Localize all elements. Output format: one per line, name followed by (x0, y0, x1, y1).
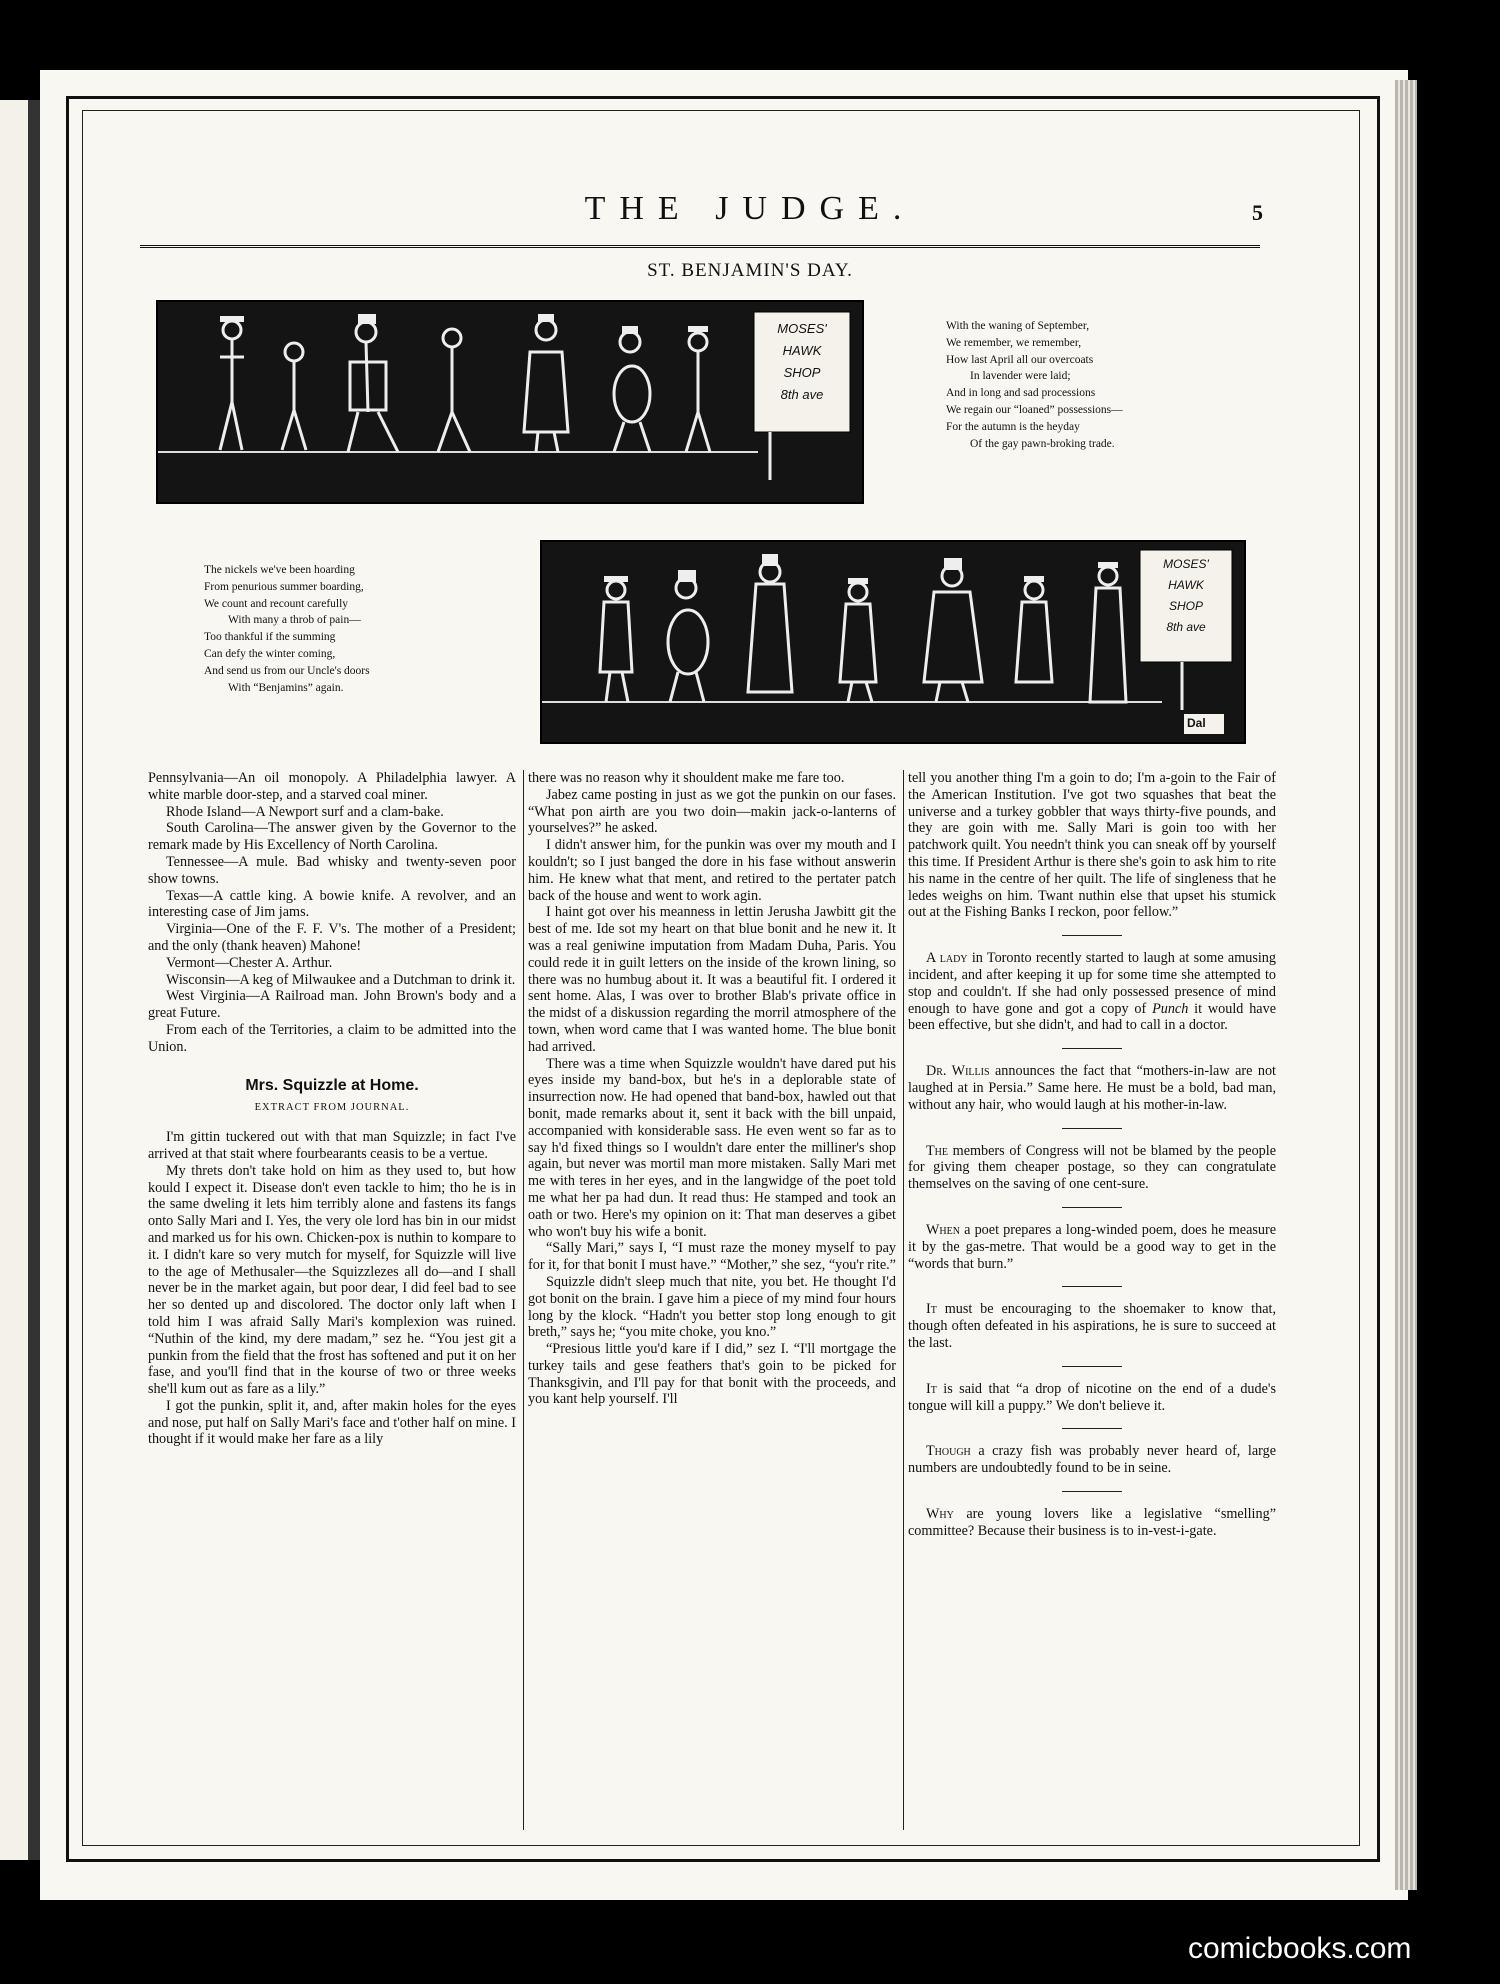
item-text: is said that “a drop of nicotine on the end of a dude's tongue will kill a puppy.” We don't believe it. (908, 1380, 1276, 1414)
item-paragraph (908, 1222, 1276, 1272)
item-text: a crazy fish was probably never heard of, large numbers are undoubtedly found to be in seine. (908, 1443, 1276, 1477)
paragraph: I haint got over his meanness in lettin Jerusha Jawbitt git the best of me. Ide sot my heart on that blue bonit and he new it. It was a real geniwine imputation from Madam Duha, Paris. You could rede it in guilt letters on the inside of the krown lining, so there was no humbug about it. It was a beautiful fit. I ordered it sent home. Alas, I was over to brother Blab's private office in the midst of a diskussion regarding the morril atmosphere of the town, when word came that I was wanted home. The blue bonit had arrived. (528, 904, 896, 1055)
item-lead: The (926, 1142, 948, 1159)
column-divider (523, 770, 524, 1830)
item-lead: A lady (926, 950, 968, 967)
cartoon-bottom-drawing (542, 542, 1244, 742)
separator-rule (1062, 1207, 1122, 1208)
paragraph: South Carolina—The answer given by the Governor to the remark made by His Excellency of North Carolina. (148, 820, 516, 854)
paragraph: I'm gittin tuckered out with that man Squizzle; in fact I've arrived at that stait where fourbearants ceasis to be a vertue. (148, 1129, 516, 1162)
verse-line: We remember, we remember, (946, 336, 1082, 349)
page-number: 5 (1252, 200, 1263, 225)
item-lead: It (926, 1380, 937, 1397)
paragraph: “Sally Mari,” says I, “I must raze the money myself to pay for it, for that bonit I must have.” “Mother,” she sez, “you'r rite.” (528, 1240, 896, 1274)
paragraph: Wisconsin—A keg of Milwaukee and a Dutchman to drink it. (166, 971, 516, 988)
paragraph: Squizzle didn't sleep much that nite, you bet. He thought I'd got bonit on the brain. I gave him a piece of my mind four hours long by the klock. “Hadn't you better stop long enough to git breth,” says he; “you mite choke, you kno.” (528, 1273, 896, 1341)
item-text: are young lovers like a legislative “smelling” committee? Because their business is to in-vest-i-gate. (908, 1505, 1276, 1539)
item-paragraph (908, 1063, 1276, 1113)
verse-line: We regain our “loaned” possessions— (946, 403, 1123, 416)
sign-top (758, 318, 846, 406)
item-paragraph (908, 1443, 1276, 1477)
item-paragraph (908, 1381, 1276, 1415)
verse-line: In lavender were laid; (970, 370, 1071, 383)
column-divider (903, 770, 904, 1830)
paragraph: Vermont—Chester A. Arthur. (166, 954, 333, 971)
verse-line: For the autumn is the heyday (946, 420, 1080, 433)
verse-line: Of the gay pawn-broking trade. (970, 437, 1115, 450)
masthead-rule (140, 245, 1260, 248)
separator-rule (1062, 1048, 1122, 1049)
verse-line: With the waning of September, (946, 320, 1090, 332)
paragraph: There was a time when Squizzle wouldn't have dared put his eyes inside my band-box, but he's in a deplorable state of insurrection now. He had opened that band-box, hawled out that bonit, made remarks about it, sent it back with the bill unpaid, accompanied with konsiderable sass. He even went so far as to say h'd fixed things so I wouldn't dare enter the milliner's shop again, but never was mortil man more mistaken. Sally Mari met me with teres in her eyes, and in the langwidge of the poet told me what her pa had dun. It read thus: He stamped and took an oath or two. Here's my opinion on it: That man deserves a gibet who won't buy his wife a bonit. (528, 1055, 896, 1240)
item-paragraph (908, 1143, 1276, 1193)
verse-bottom (204, 562, 504, 696)
item-italic: Punch (1152, 1000, 1189, 1017)
column-2 (528, 770, 896, 1408)
separator-rule (1062, 935, 1122, 936)
artist-signature: Dal (1187, 716, 1206, 730)
sign-bottom-line: 8th ave (1166, 620, 1206, 634)
verse-line: How last April all our overcoats (946, 353, 1094, 366)
item-text: members of Congress will not be blamed by the people for giving them cheaper postage, so they can congratulate themselves on the saving of one cent-sure. (908, 1142, 1276, 1193)
item-text: announces the fact that “mothers-in-law are not laughed at in Persia.” Same here. He must be a bold, bad man, without any hair, who would laugh at his mother-in-law. (908, 1063, 1276, 1113)
verse-line: We count and recount carefully (204, 597, 349, 610)
paragraph: “Presious little you'd kare if I did,” sez I. “I'll mortgage the turkey tails and gese feathers that's goin to be picked for Thanksgivin, and I'll pay for that bonit with the proceeds, and you kant help yourself. I'll (528, 1341, 896, 1408)
sign-bottom-line: HAWK (1168, 578, 1204, 592)
paragraph: Rhode Island—A Newport surf and a clam-bake. (166, 803, 444, 820)
sign-bottom-line: MOSES' (1163, 557, 1209, 571)
paragraph: West Virginia—A Railroad man. John Brown's body and a great Future. (148, 988, 516, 1022)
item-lead: Why (926, 1505, 954, 1522)
verse-line: And in long and sad processions (946, 387, 1096, 400)
sign-top-line: 8th ave (780, 387, 824, 402)
item-tail: it would have been effective, but she didn't, and had to call in a doctor. (908, 1000, 1276, 1034)
paragraph: tell you another thing I'm a goin to do; I'm a-goin to the Fair of the American Institution. I've got two squashes that beat the universe and a turkey gobbler that ways thirty-five pounds, and they are goin with me. Sally Mari is goin too with her patchwork quilt. You needn't think you can sneak off by yourself this time. If President Arthur is there she's goin to ask him to rite his name in the centre of her quilt. The life of singleness that he ledes weighs on him. Twant nuthin else that upset his stumick out at the Fishing Banks I reckon, poor fellow.” (908, 770, 1276, 921)
paragraph: I got the punkin, split it, and, after makin holes for the eyes and nose, put half on Sally Mari's face and t'other half on mine. I thought if it would make her fare as a lily (148, 1397, 516, 1448)
paragraph: Tennessee—A mule. Bad whisky and twenty-seven poor show towns. (148, 853, 516, 887)
paragraph: Texas—A cattle king. A bowie knife. A revolver, and an interesting case of Jim jams. (148, 887, 516, 921)
article-subtitle: EXTRACT FROM JOURNAL. (254, 1102, 410, 1114)
sign-bottom (1142, 554, 1230, 638)
page-stack-edge (1395, 80, 1417, 1890)
item-text: a poet prepares a long-winded poem, does he measure it by the gas-metre. That would be a good way to get in the “words that burn.” (908, 1221, 1276, 1272)
verse-line: With many a throb of pain— (228, 614, 361, 627)
column-1 (148, 770, 516, 1448)
verse-line: Too thankful if the summing (204, 631, 336, 644)
separator-rule (1062, 1128, 1122, 1129)
separator-rule (1062, 1491, 1122, 1492)
cartoon-top-drawing (158, 302, 862, 502)
paragraph: My threts don't take hold on him as they used to, but how kould I expect it. Disease don't even tackle to him; tho he is in the same dweling it lets him terribly alone and fastens its fangs onto Sally Mari and I. Yes, the very ole lord has bin in our midst and marked us for his own. Chicken-pox is nuthin to kompare to it. I didn't kare so very mutch for myself, for Squizzle will live to the age of Methusaler—the Squizzlezes all do—and I shall never be in the market again, but poor dear, I did feel bad to see her so dented up and discolored. The doctor only laft when I told him I was afraid Sally Mari's komplexion was ruined. “Nuthin of the kind, my dere madam,” sez he. “You jest git a punkin from the field that the frost has softened and put it on her fase, and you'll find that in the kourse of two or three weeks she'll kum out as fare as a lily.” (148, 1162, 516, 1398)
cartoon-top (156, 300, 864, 504)
paragraph: Pennsylvania—An oil monopoly. A Philadelphia lawyer. A white marble door-step, and a starved coal miner. (148, 770, 516, 803)
article-title: Mrs. Squizzle at Home. (245, 1076, 419, 1094)
watermark: comicbooks.com (1188, 1932, 1412, 1965)
masthead-title: THE JUDGE. (584, 190, 916, 227)
item-lead: Though (926, 1443, 971, 1460)
verse-line: And send us from our Uncle's doors (204, 664, 370, 677)
item-text: in Toronto recently started to laugh at some amusing incident, and after keeping it up for some time she attempted to stop and couldn't. If she had only possessed presence of mind enough to have gone and got a copy of (908, 950, 1276, 1017)
separator-rule (1062, 1428, 1122, 1429)
paragraph: I didn't answer him, for the punkin was over my mouth and I kouldn't; so I just banged the dore in his fase without answerin him. He knew what that ment, and retired to the pertater patch back of the house and went to work agin. (528, 837, 896, 904)
sign-top-line: SHOP (783, 365, 821, 380)
item-paragraph (908, 1506, 1276, 1540)
item-lead: Dr. Willis (926, 1063, 990, 1080)
sign-bottom-line: SHOP (1168, 599, 1203, 613)
verse-line: The nickels we've been hoarding (204, 564, 355, 576)
paragraph: Jabez came posting in just as we got the punkin on our fases. “What pon airth are you two doin—makin jack-o-lanterns of yourselves?” he asked. (528, 786, 896, 837)
sign-top-line: MOSES' (777, 321, 827, 336)
feature-title: ST. BENJAMIN'S DAY. (647, 260, 853, 281)
item-lead: When (926, 1221, 960, 1238)
item-paragraph (908, 1301, 1276, 1351)
column-3 (908, 770, 1276, 1540)
item-text: must be encouraging to the shoemaker to know that, though often defeated in his aspirations, he is sure to succeed at the last. (908, 1301, 1276, 1351)
sign-top-line: HAWK (782, 343, 822, 358)
verse-line: From penurious summer boarding, (204, 580, 364, 593)
verse-line: Can defy the winter coming, (204, 647, 336, 660)
item-lead: It (926, 1301, 937, 1318)
previous-page-edge (0, 100, 28, 1860)
verse-line: With “Benjamins” again. (228, 681, 344, 694)
paragraph: there was no reason why it shouldent make me fare too. (528, 770, 845, 786)
paragraph: Virginia—One of the F. F. V's. The mother of a President; and the only (thank heaven) Mahone! (148, 921, 516, 954)
separator-rule (1062, 1366, 1122, 1367)
cartoon-bottom (540, 540, 1246, 744)
item-paragraph (908, 950, 1276, 1034)
paragraph: From each of the Territories, a claim to be admitted into the Union. (148, 1021, 516, 1055)
verse-top (946, 318, 1266, 452)
separator-rule (1062, 1286, 1122, 1287)
